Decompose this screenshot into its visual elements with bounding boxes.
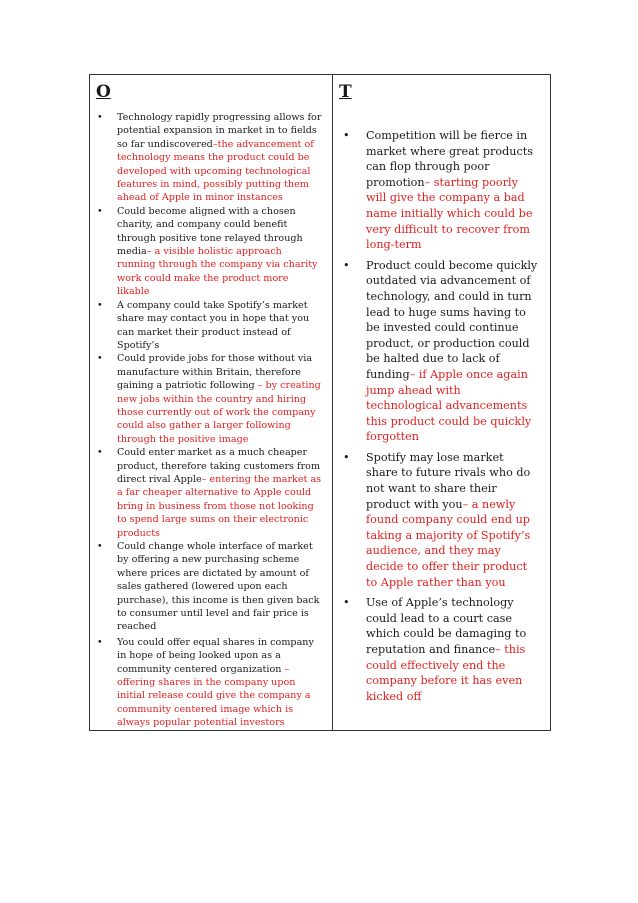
opportunity-text: Technology rapidly progressing allows for potential expansion in market in to fields so far undiscovered [117,112,322,150]
bullet-icon: • [343,129,350,142]
opportunity-text: Could provide jobs for those without via manufacture within Britain, therefore gaining a patriotic following [117,353,313,392]
bullet-icon: • [97,447,103,459]
bullet-icon: • [97,112,103,123]
opportunity-text: Could enter market as a much cheaper product, therefore taking customers from direct rival Apple [117,447,321,485]
bullet-icon: • [97,299,103,311]
opportunity-text: Could change whole interface of market by offering a new purchasing scheme where prices are dictated by amount of sales gathered (lowered upon each purchase), this income is then given back to consumer until level and fair price is reached [117,541,320,633]
threats-cell [333,75,551,731]
list-item [97,540,323,634]
threats-heading: T [339,82,352,102]
opportunity-text: You could offer equal shares in company in hope of being looked upon as a community centered organization [117,636,314,675]
list-item [97,636,323,730]
bullet-icon: • [343,450,350,464]
opportunities-cell [90,75,333,731]
bullet-icon: • [97,636,103,648]
bullet-icon: • [343,596,350,610]
threat-note: – starting poorly will give the company a bad name initially which could be very difficult to recover from long-term [366,175,533,252]
bullet-icon: • [97,205,103,217]
opportunity-text: A company could take Spotify’s market share may contact you in hope that you can market their product instead of Spotify’s [117,299,310,351]
swot-ot-table [89,74,551,731]
threat-note: – a newly found company could end up taking a majority of Spotify’s audience, and they may decide to offer their product to Apple rather than you [366,497,531,589]
opportunities-heading: O [96,82,111,102]
threat-note: – this could effectively end the company before it has even kicked off [366,643,526,703]
threat-text: Use of Apple’s technology could lead to a court case which could be damaging to reputation and finance [366,596,527,656]
threat-text: Product could become quickly outdated via advancement of technology, and could in turn lead to huge sums having to be invested could continue product, or production could be halted due to lack of funding [366,258,538,381]
bullet-icon: • [97,353,103,365]
bullet-icon: • [343,258,350,272]
list-item [97,299,323,353]
list-item [343,595,538,704]
threat-text: Spotify may lose market share to future rivals who do not want to share their product with you [366,450,531,511]
list-item [97,111,323,205]
opportunity-note: – entering the market as a far cheaper alternative to Apple could bring in business from those not looking to spend large sums on their electronic products [117,473,322,539]
opportunity-note: – a visible holistic approach running through the company via charity work could make the product more likable [117,246,318,298]
opportunity-note: –the advancement of technology means the product could be developed with upcoming technological features in mind, possibly putting them ahead of Apple in minor instances [117,138,314,204]
list-item [343,258,538,445]
list-item [97,352,323,446]
threat-text: Competition will be fierce in market where great products can flop through poor promotion [366,129,533,189]
list-item [97,205,323,299]
opportunities-list [97,111,332,730]
list-item [97,446,323,540]
opportunity-text: Could become aligned with a chosen charity, and company could benefit through positive tone relayed through media [117,205,303,258]
list-item [343,128,538,253]
opportunity-note: – by creating new jobs within the country and hiring those currently out of work the company could also gather a larger following through the positive image [117,380,321,445]
opportunity-note: – offering shares in the company upon initial release could give the company a community centered image which is always popular potential investors [117,663,311,729]
list-item [343,450,538,590]
bullet-icon: • [97,541,103,552]
threats-list [343,128,550,704]
threat-note: – if Apple once again jump ahead with technological advancements this product could be quickly forgotten [366,367,532,444]
